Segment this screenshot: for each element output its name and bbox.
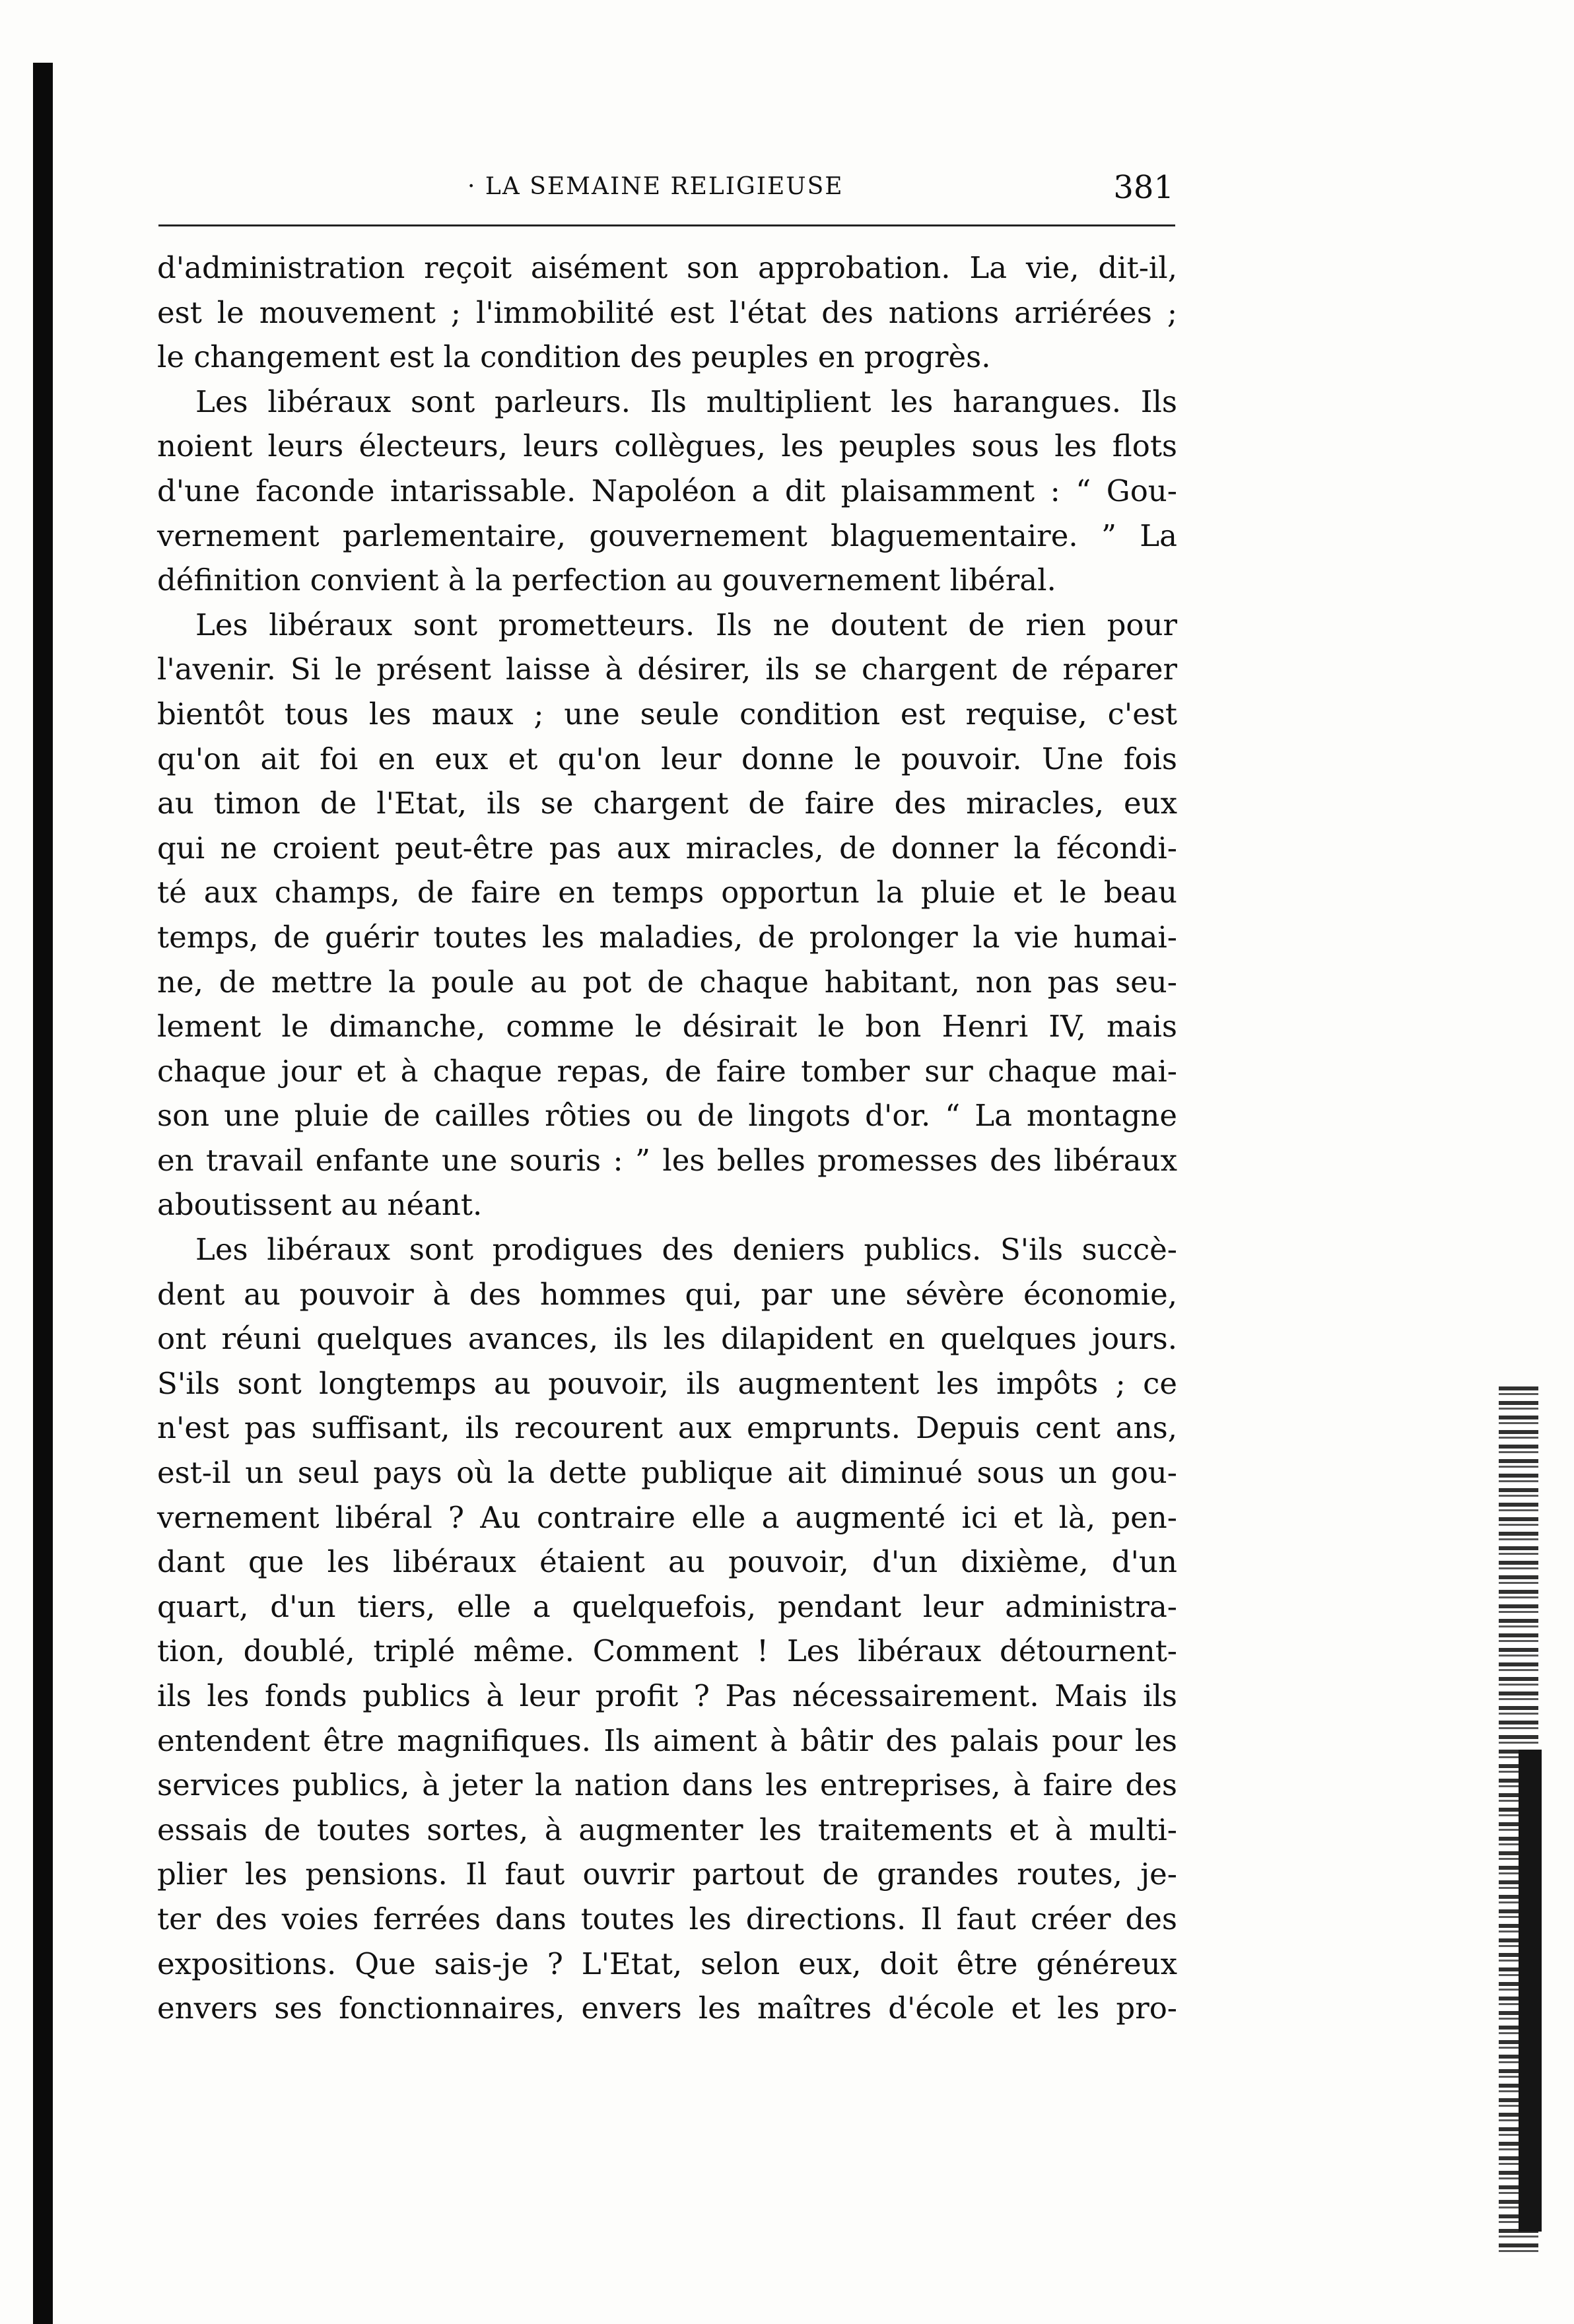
text-line: ont réuni quelques avances, ils les dilapident en quelques jours. <box>157 1321 1177 1357</box>
text-line: essais de toutes sortes, à augmenter les traitements et à multi- <box>157 1812 1177 1847</box>
text-line: plier les pensions. Il faut ouvrir partout de grandes routes, je- <box>157 1857 1177 1892</box>
text-line: Les libéraux sont prodigues des deniers publics. S'ils succè- <box>195 1232 1177 1268</box>
text-line: d'administration reçoit aisément son approbation. La vie, dit-il, <box>157 250 1177 285</box>
text-line: d'une faconde intarissable. Napoléon a dit plaisamment : “ Gou- <box>157 473 1177 508</box>
text-line: quart, d'un tiers, elle a quelquefois, pendant leur administra- <box>157 1589 1177 1624</box>
text-line: envers ses fonctionnaires, envers les maîtres d'école et les pro- <box>157 1991 1177 2026</box>
text-line: est le mouvement ; l'immobilité est l'état des nations arriérées ; <box>157 294 1177 330</box>
text-line: Les libéraux sont prometteurs. Ils ne doutent de rien pour <box>195 607 1177 642</box>
text-line: n'est pas suffisant, ils recourent aux emprunts. Depuis cent ans, <box>157 1410 1177 1446</box>
text-line: lement le dimanche, comme le désirait le bon Henri IV, mais <box>157 1009 1177 1044</box>
text-line: expositions. Que sais-je ? L'Etat, selon eux, doit être généreux <box>157 1946 1177 1981</box>
running-title: · LA SEMAINE RELIGIEUSE <box>467 173 844 200</box>
text-line: entendent être magnifiques. Ils aiment à bâtir des palais pour les <box>157 1723 1177 1758</box>
text-line: vernement parlementaire, gouvernement blaguementaire. ” La <box>157 518 1177 553</box>
header-rule <box>158 224 1175 226</box>
text-line: S'ils sont longtemps au pouvoir, ils augmentent les impôts ; ce <box>157 1365 1177 1401</box>
text-line: dent au pouvoir à des hommes qui, par une sévère économie, <box>157 1276 1177 1312</box>
text-line: au timon de l'Etat, ils se chargent de faire des miracles, eux <box>157 786 1177 821</box>
text-line: tion, doublé, triplé même. Comment ! Les libéraux détournent- <box>157 1633 1177 1669</box>
text-line: noient leurs électeurs, leurs collègues, les peuples sous les flots <box>157 428 1177 464</box>
text-line: vernement libéral ? Au contraire elle a augmenté ici et là, pen- <box>157 1499 1177 1535</box>
text-line: Les libéraux sont parleurs. Ils multiplient les harangues. Ils <box>195 384 1177 419</box>
text-line: son une pluie de cailles rôties ou de lingots d'or. “ La montagne <box>157 1098 1177 1134</box>
text-line: ter des voies ferrées dans toutes les directions. Il faut créer des <box>157 1901 1177 1936</box>
text-line: le changement est la condition des peuples en progrès. <box>157 339 991 375</box>
page-number: 381 <box>1113 169 1174 206</box>
text-line: qui ne croient peut-être pas aux miracles, de donner la fécondi- <box>157 830 1177 866</box>
text-line: services publics, à jeter la nation dans les entreprises, à faire des <box>157 1767 1177 1803</box>
text-line: l'avenir. Si le présent laisse à désirer, ils se chargent de réparer <box>157 652 1177 687</box>
body-text <box>157 246 1177 2031</box>
text-line: en travail enfante une souris : ” les belles promesses des libéraux <box>157 1142 1177 1178</box>
text-line: aboutissent au néant. <box>157 1187 483 1223</box>
text-line: ils les fonds publics à leur profit ? Pas nécessairement. Mais ils <box>157 1678 1177 1713</box>
text-line: chaque jour et à chaque repas, de faire tomber sur chaque mai- <box>157 1053 1177 1089</box>
running-header <box>157 169 1174 207</box>
text-line: qu'on ait foi en eux et qu'on leur donne le pouvoir. Une fois <box>157 741 1177 776</box>
text-line: est-il un seul pays où la dette publique ait diminué sous un gou- <box>157 1455 1177 1491</box>
text-line: té aux champs, de faire en temps opportun la pluie et le beau <box>157 875 1177 910</box>
text-line: bientôt tous les maux ; une seule condition est requise, c'est <box>157 696 1177 732</box>
text-line: dant que les libéraux étaient au pouvoir, d'un dixième, d'un <box>157 1544 1177 1580</box>
text-line: temps, de guérir toutes les maladies, de prolonger la vie humai- <box>157 919 1177 955</box>
text-line: ne, de mettre la poule au pot de chaque habitant, non pas seu- <box>157 964 1177 1000</box>
page-edge-shadow <box>1519 1750 1542 2232</box>
binding-shadow <box>33 63 53 2324</box>
text-line: définition convient à la perfection au gouvernement libéral. <box>157 563 1056 598</box>
